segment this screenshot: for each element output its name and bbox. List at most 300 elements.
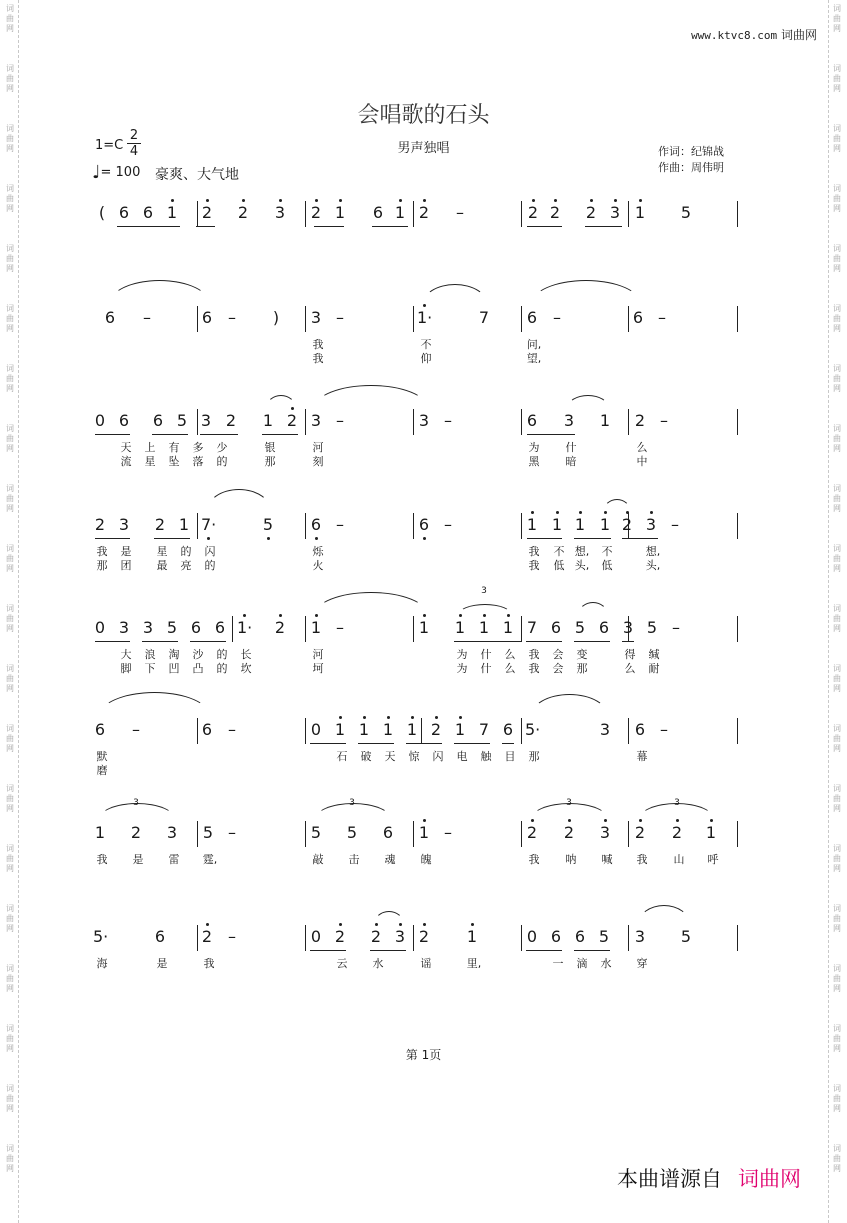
note: 6: [382, 823, 394, 842]
rhythm-underline: [95, 538, 130, 539]
note: 1·: [417, 308, 433, 327]
lyric-verse-1: 一: [552, 957, 564, 970]
lyric-verse-2: 的: [204, 559, 216, 572]
watermark-text: 词 曲 网: [833, 124, 841, 153]
note: 6: [118, 203, 130, 222]
bar-line: [628, 306, 629, 332]
watermark-text: 词 曲 网: [6, 664, 14, 693]
lyric-verse-1: 我: [636, 853, 648, 866]
watermark-text: 词 曲 网: [833, 1084, 841, 1113]
lyric-verse-1: 破: [360, 750, 372, 763]
lyric-verse-1: 是: [132, 853, 144, 866]
note: 7·: [201, 515, 217, 534]
note: 6: [418, 515, 430, 534]
lyric-verse-2: 我: [528, 559, 540, 572]
time-denominator: 4: [129, 144, 139, 159]
lyric-verse-2: 刻: [312, 455, 324, 468]
note: 6: [598, 618, 610, 637]
note: 5: [262, 515, 274, 534]
note: –: [444, 411, 452, 430]
bar-line: [521, 718, 522, 744]
note: 3: [310, 308, 322, 327]
octave-dot: [279, 199, 282, 202]
lyric-verse-1: 闪: [432, 750, 444, 763]
note: 5: [346, 823, 358, 842]
lyric-verse-1: 烁: [312, 545, 324, 558]
slur-arc: [578, 602, 608, 615]
note: 5: [680, 927, 692, 946]
watermark-text: 词 曲 网: [6, 64, 14, 93]
octave-dot: [339, 199, 342, 202]
lyric-verse-2: 那: [96, 559, 108, 572]
octave-dot: [459, 614, 462, 617]
note: 2: [130, 823, 142, 842]
note: 1: [358, 720, 370, 739]
rhythm-underline: [527, 538, 562, 539]
lyric-verse-2: 凸: [192, 662, 204, 675]
note: 5: [202, 823, 214, 842]
lyric-verse-1: 得: [624, 648, 636, 661]
bar-line: [521, 306, 522, 332]
lyric-verse-2: 星: [144, 455, 156, 468]
note: 2: [237, 203, 249, 222]
slur-arc: [314, 592, 428, 615]
rhythm-underline: [406, 743, 442, 744]
lyric-verse-2: 暗: [565, 455, 577, 468]
lyric-verse-1: 海: [96, 957, 108, 970]
lyric-verse-2: 火: [312, 559, 324, 572]
lyric-verse-1: 云: [336, 957, 348, 970]
note: 3: [622, 618, 634, 637]
watermark-text: 词 曲 网: [833, 544, 841, 573]
note: 6: [201, 720, 213, 739]
lyric-verse-1: 多: [192, 441, 204, 454]
watermark-text: 词 曲 网: [6, 604, 14, 633]
octave-dot: [339, 716, 342, 719]
octave-dot: [554, 199, 557, 202]
watermark-text: 词 曲 网: [6, 364, 14, 393]
slur-arc: [638, 905, 690, 924]
slur-arc: [530, 280, 642, 305]
rhythm-underline: [95, 641, 130, 642]
note: –: [143, 308, 151, 327]
page-number: 第 1页: [405, 1048, 442, 1062]
lyric-verse-2: 最: [156, 559, 168, 572]
octave-dot: [399, 923, 402, 926]
note: 5: [166, 618, 178, 637]
note: 2: [286, 411, 298, 430]
lyric-verse-2: 什: [480, 662, 492, 675]
note: 2: [94, 515, 106, 534]
note: (: [98, 203, 106, 222]
note: 2: [585, 203, 597, 222]
lyric-verse-2: 凹: [168, 662, 180, 675]
note: 6: [152, 411, 164, 430]
lyric-verse-1: 浪: [144, 648, 156, 661]
octave-dot: [650, 511, 653, 514]
note: 6: [550, 618, 562, 637]
lyric-verse-1: 上: [144, 441, 156, 454]
triplet-mark: 3: [133, 798, 139, 808]
lyric-verse-1: 呐: [565, 853, 577, 866]
site-url[interactable]: www.ktvc8.com: [691, 29, 778, 42]
rhythm-underline: [585, 226, 622, 227]
note: 2: [334, 927, 346, 946]
song-subtitle: 男声独唱: [397, 141, 450, 156]
bar-line: [628, 718, 629, 744]
note: 2: [526, 823, 538, 842]
lyric-verse-1: 魄: [420, 853, 432, 866]
note: –: [228, 927, 236, 946]
note: –: [660, 720, 668, 739]
note: 1: [406, 720, 418, 739]
lyric-verse-1: 喊: [601, 853, 613, 866]
octave-dot: [483, 614, 486, 617]
bar-line: [197, 201, 198, 227]
watermark-text: 词 曲 网: [833, 1144, 841, 1173]
footer-source: [617, 1163, 801, 1193]
note: 1: [454, 720, 466, 739]
lyric-verse-1: 我: [528, 853, 540, 866]
lyric-verse-2: 耐: [648, 662, 660, 675]
watermark-text: 词 曲 网: [833, 184, 841, 213]
note: –: [132, 720, 140, 739]
lyric-verse-1: 里,: [466, 957, 482, 970]
note: 0: [94, 618, 106, 637]
note: –: [456, 203, 464, 222]
rhythm-underline: [370, 950, 406, 951]
lyric-verse-1: 不: [553, 545, 565, 558]
lyric-verse-2: 仰: [420, 352, 432, 365]
rhythm-underline: [526, 950, 562, 951]
bar-line: [521, 925, 522, 951]
watermark-text: 词 曲 网: [6, 184, 14, 213]
octave-dot: [676, 819, 679, 822]
rhythm-underline: [358, 743, 394, 744]
watermark-text: 词 曲 网: [833, 964, 841, 993]
bar-line: [737, 718, 738, 744]
watermark-text: 词 曲 网: [6, 544, 14, 573]
note: –: [228, 308, 236, 327]
note: 1: [382, 720, 394, 739]
note: 3: [563, 411, 575, 430]
bar-line: [521, 201, 522, 227]
lyric-verse-1: 不: [420, 338, 432, 351]
watermark-text: 词 曲 网: [6, 124, 14, 153]
note: 1: [418, 618, 430, 637]
note: –: [660, 411, 668, 430]
bar-line: [197, 306, 198, 332]
octave-dot: [423, 199, 426, 202]
note: 3: [274, 203, 286, 222]
note: 5: [310, 823, 322, 842]
note: 0: [310, 927, 322, 946]
bar-line: [305, 821, 306, 847]
lyric-verse-1: 惊: [408, 750, 420, 763]
lyric-verse-1: 为: [528, 441, 540, 454]
watermark-text: 词 曲 网: [833, 484, 841, 513]
octave-dot: [459, 716, 462, 719]
octave-dot: [639, 819, 642, 822]
watermark-text: 词 曲 网: [833, 664, 841, 693]
octave-dot: [579, 511, 582, 514]
bar-line: [628, 821, 629, 847]
rhythm-underline: [310, 743, 346, 744]
rhythm-underline: [140, 226, 180, 227]
note: 1: [599, 411, 611, 430]
note: 3: [200, 411, 212, 430]
note: 2: [225, 411, 237, 430]
octave-dot: [626, 511, 629, 514]
lyric-verse-1: 是: [120, 545, 132, 558]
note: –: [228, 823, 236, 842]
note: 3: [166, 823, 178, 842]
note: ): [272, 308, 280, 327]
note: 3: [142, 618, 154, 637]
bar-line: [737, 925, 738, 951]
lyric-verse-1: 的: [216, 648, 228, 661]
note: 6: [214, 618, 226, 637]
bar-line: [413, 925, 414, 951]
note: 1: [418, 823, 430, 842]
quarter-note-icon: ♩: [92, 162, 101, 183]
note: 7: [478, 308, 490, 327]
lyric-verse-1: 什: [565, 441, 577, 454]
rhythm-underline: [527, 434, 575, 435]
note: –: [336, 515, 344, 534]
note: 2: [201, 203, 213, 222]
site-name: 词曲网: [780, 28, 817, 42]
watermark-text: 词 曲 网: [833, 904, 841, 933]
lyric-verse-2: 坠: [168, 455, 180, 468]
slur-arc: [567, 395, 609, 408]
octave-dot: [471, 923, 474, 926]
lyric-verse-1: 石: [336, 750, 348, 763]
lyric-verse-1: 变: [576, 648, 588, 661]
watermark-text: 词 曲 网: [6, 1024, 14, 1053]
lyric-verse-2: 的: [216, 662, 228, 675]
note: 1: [334, 720, 346, 739]
octave-dot: [171, 199, 174, 202]
lyric-verse-1: 天: [120, 441, 132, 454]
lyric-verse-1: 问,: [526, 338, 542, 351]
lyric-verse-2: 亮: [180, 559, 192, 572]
octave-dot: [291, 407, 294, 410]
note: –: [658, 308, 666, 327]
bar-line: [737, 201, 738, 227]
footer-source-label: 本曲谱源自: [617, 1167, 722, 1191]
octave-dot: [315, 199, 318, 202]
bar-line: [413, 821, 414, 847]
octave-dot: [315, 537, 318, 540]
lyric-verse-1: 天: [384, 750, 396, 763]
rhythm-underline: [454, 743, 490, 744]
bar-line: [737, 513, 738, 539]
lyric-verse-1: 是: [156, 957, 168, 970]
watermark-text: 词 曲 网: [6, 1144, 14, 1173]
rhythm-underline: [574, 950, 610, 951]
lyric-verse-2: 望,: [526, 352, 542, 365]
lyric-verse-2: 低: [553, 559, 565, 572]
watermark-text: 词 曲 网: [6, 1084, 14, 1113]
octave-dot: [206, 923, 209, 926]
note: 1: [466, 927, 478, 946]
note: 1: [599, 515, 611, 534]
note: 6: [502, 720, 514, 739]
lyric-verse-2: 下: [144, 662, 156, 675]
lyric-verse-2: 流: [120, 455, 132, 468]
bar-line: [232, 616, 233, 642]
lyric-verse-1: 那: [528, 750, 540, 763]
rhythm-underline: [574, 538, 611, 539]
lyric-verse-2: 我: [528, 662, 540, 675]
bar-line: [305, 616, 306, 642]
lyric-verse-1: 什: [480, 648, 492, 661]
lyric-verse-1: 呼: [707, 853, 719, 866]
octave-dot: [267, 537, 270, 540]
note: 2: [274, 618, 286, 637]
lyric-verse-1: 河: [312, 648, 324, 661]
lyric-verse-1: 穿: [636, 957, 648, 970]
lyric-verse-1: 霆,: [202, 853, 218, 866]
expression-marking: 豪爽、大气地: [155, 167, 239, 183]
tempo-value: = 100: [100, 165, 141, 180]
rhythm-underline: [152, 434, 188, 435]
watermark-text: 词 曲 网: [6, 964, 14, 993]
note: –: [671, 515, 679, 534]
lyric-verse-1: 我: [312, 338, 324, 351]
lyric-verse-2: 坎: [240, 662, 252, 675]
note: 3: [310, 411, 322, 430]
rhythm-underline: [154, 538, 190, 539]
lyric-verse-2: 团: [120, 559, 132, 572]
lyric-verse-1: 敲: [312, 853, 324, 866]
octave-dot: [531, 819, 534, 822]
lyric-verse-1: 么: [504, 648, 516, 661]
octave-dot: [556, 511, 559, 514]
note: 1: [574, 515, 586, 534]
note: 6: [104, 308, 116, 327]
bar-line: [737, 306, 738, 332]
bar-line: [305, 513, 306, 539]
note: –: [336, 618, 344, 637]
note: 6: [372, 203, 384, 222]
bar-line: [413, 409, 414, 435]
lyric-verse-1: 滴: [576, 957, 588, 970]
octave-dot: [423, 304, 426, 307]
lyric-verse-2: 那: [576, 662, 588, 675]
lyric-verse-2: 为: [456, 662, 468, 675]
bar-line: [413, 616, 414, 642]
lyric-verse-1: 缄: [648, 648, 660, 661]
footer-brand[interactable]: 词曲网: [738, 1167, 801, 1191]
note: 5: [646, 618, 658, 637]
note: 3: [599, 823, 611, 842]
bar-line: [628, 925, 629, 951]
lyric-verse-1: 幕: [636, 750, 648, 763]
song-title: 会唱歌的石头: [357, 103, 490, 128]
watermark-text: 词 曲 网: [6, 424, 14, 453]
rhythm-underline: [622, 641, 634, 642]
rhythm-underline: [142, 641, 178, 642]
lyric-verse-1: 我: [528, 648, 540, 661]
note: 0: [310, 720, 322, 739]
note: 2: [621, 515, 633, 534]
note: 1·: [237, 618, 253, 637]
lyric-verse-1: 河: [312, 441, 324, 454]
note: 6: [154, 927, 166, 946]
octave-dot: [604, 819, 607, 822]
bar-line: [197, 513, 198, 539]
triplet-mark: 3: [481, 586, 487, 596]
note: 2: [310, 203, 322, 222]
octave-dot: [614, 199, 617, 202]
watermark-text: 词 曲 网: [833, 244, 841, 273]
note: 2: [418, 927, 430, 946]
octave-dot: [435, 716, 438, 719]
note: 5: [176, 411, 188, 430]
bar-line: [737, 409, 738, 435]
bar-line: [413, 513, 414, 539]
watermark-text: 词 曲 网: [833, 304, 841, 333]
lyric-verse-1: 目: [504, 750, 516, 763]
watermark-text: 词 曲 网: [6, 784, 14, 813]
lyric-verse-1: 想,: [645, 545, 661, 558]
bar-line: [197, 409, 198, 435]
rhythm-underline: [574, 641, 610, 642]
lyric-verse-1: 为: [456, 648, 468, 661]
note: 7: [478, 720, 490, 739]
triplet-mark: 3: [674, 798, 680, 808]
lyric-verse-1: 击: [348, 853, 360, 866]
lyric-verse-1: 长: [240, 648, 252, 661]
note: –: [553, 308, 561, 327]
octave-dot: [243, 614, 246, 617]
bar-line: [521, 409, 522, 435]
octave-dot: [531, 511, 534, 514]
lyric-verse-1: 淘: [168, 648, 180, 661]
octave-dot: [639, 199, 642, 202]
bar-line: [421, 718, 422, 744]
lyric-verse-2: 脚: [120, 662, 132, 675]
note: 2: [563, 823, 575, 842]
note: 6: [190, 618, 202, 637]
octave-dot: [399, 199, 402, 202]
lyric-verse-1: 电: [456, 750, 468, 763]
octave-dot: [207, 537, 210, 540]
note: 1: [705, 823, 717, 842]
key-signature: 1=C: [95, 138, 124, 153]
note: 2: [634, 411, 646, 430]
note: 6: [634, 720, 646, 739]
watermark-text: 词 曲 网: [833, 64, 841, 93]
note: –: [228, 720, 236, 739]
note: 6: [118, 411, 130, 430]
octave-dot: [590, 199, 593, 202]
lyric-verse-1: 沙: [192, 648, 204, 661]
watermark-text: 词 曲 网: [833, 364, 841, 393]
note: 2: [634, 823, 646, 842]
note: 2: [527, 203, 539, 222]
lyric-verse-1: 大: [120, 648, 132, 661]
octave-dot: [339, 923, 342, 926]
note: 3: [118, 618, 130, 637]
lyric-verse-1: 闪: [204, 545, 216, 558]
lyric-verse-2: 落: [192, 455, 204, 468]
lyric-verse-1: 有: [168, 441, 180, 454]
lyric-verse-2: 黑: [528, 455, 540, 468]
note: 3: [634, 927, 646, 946]
